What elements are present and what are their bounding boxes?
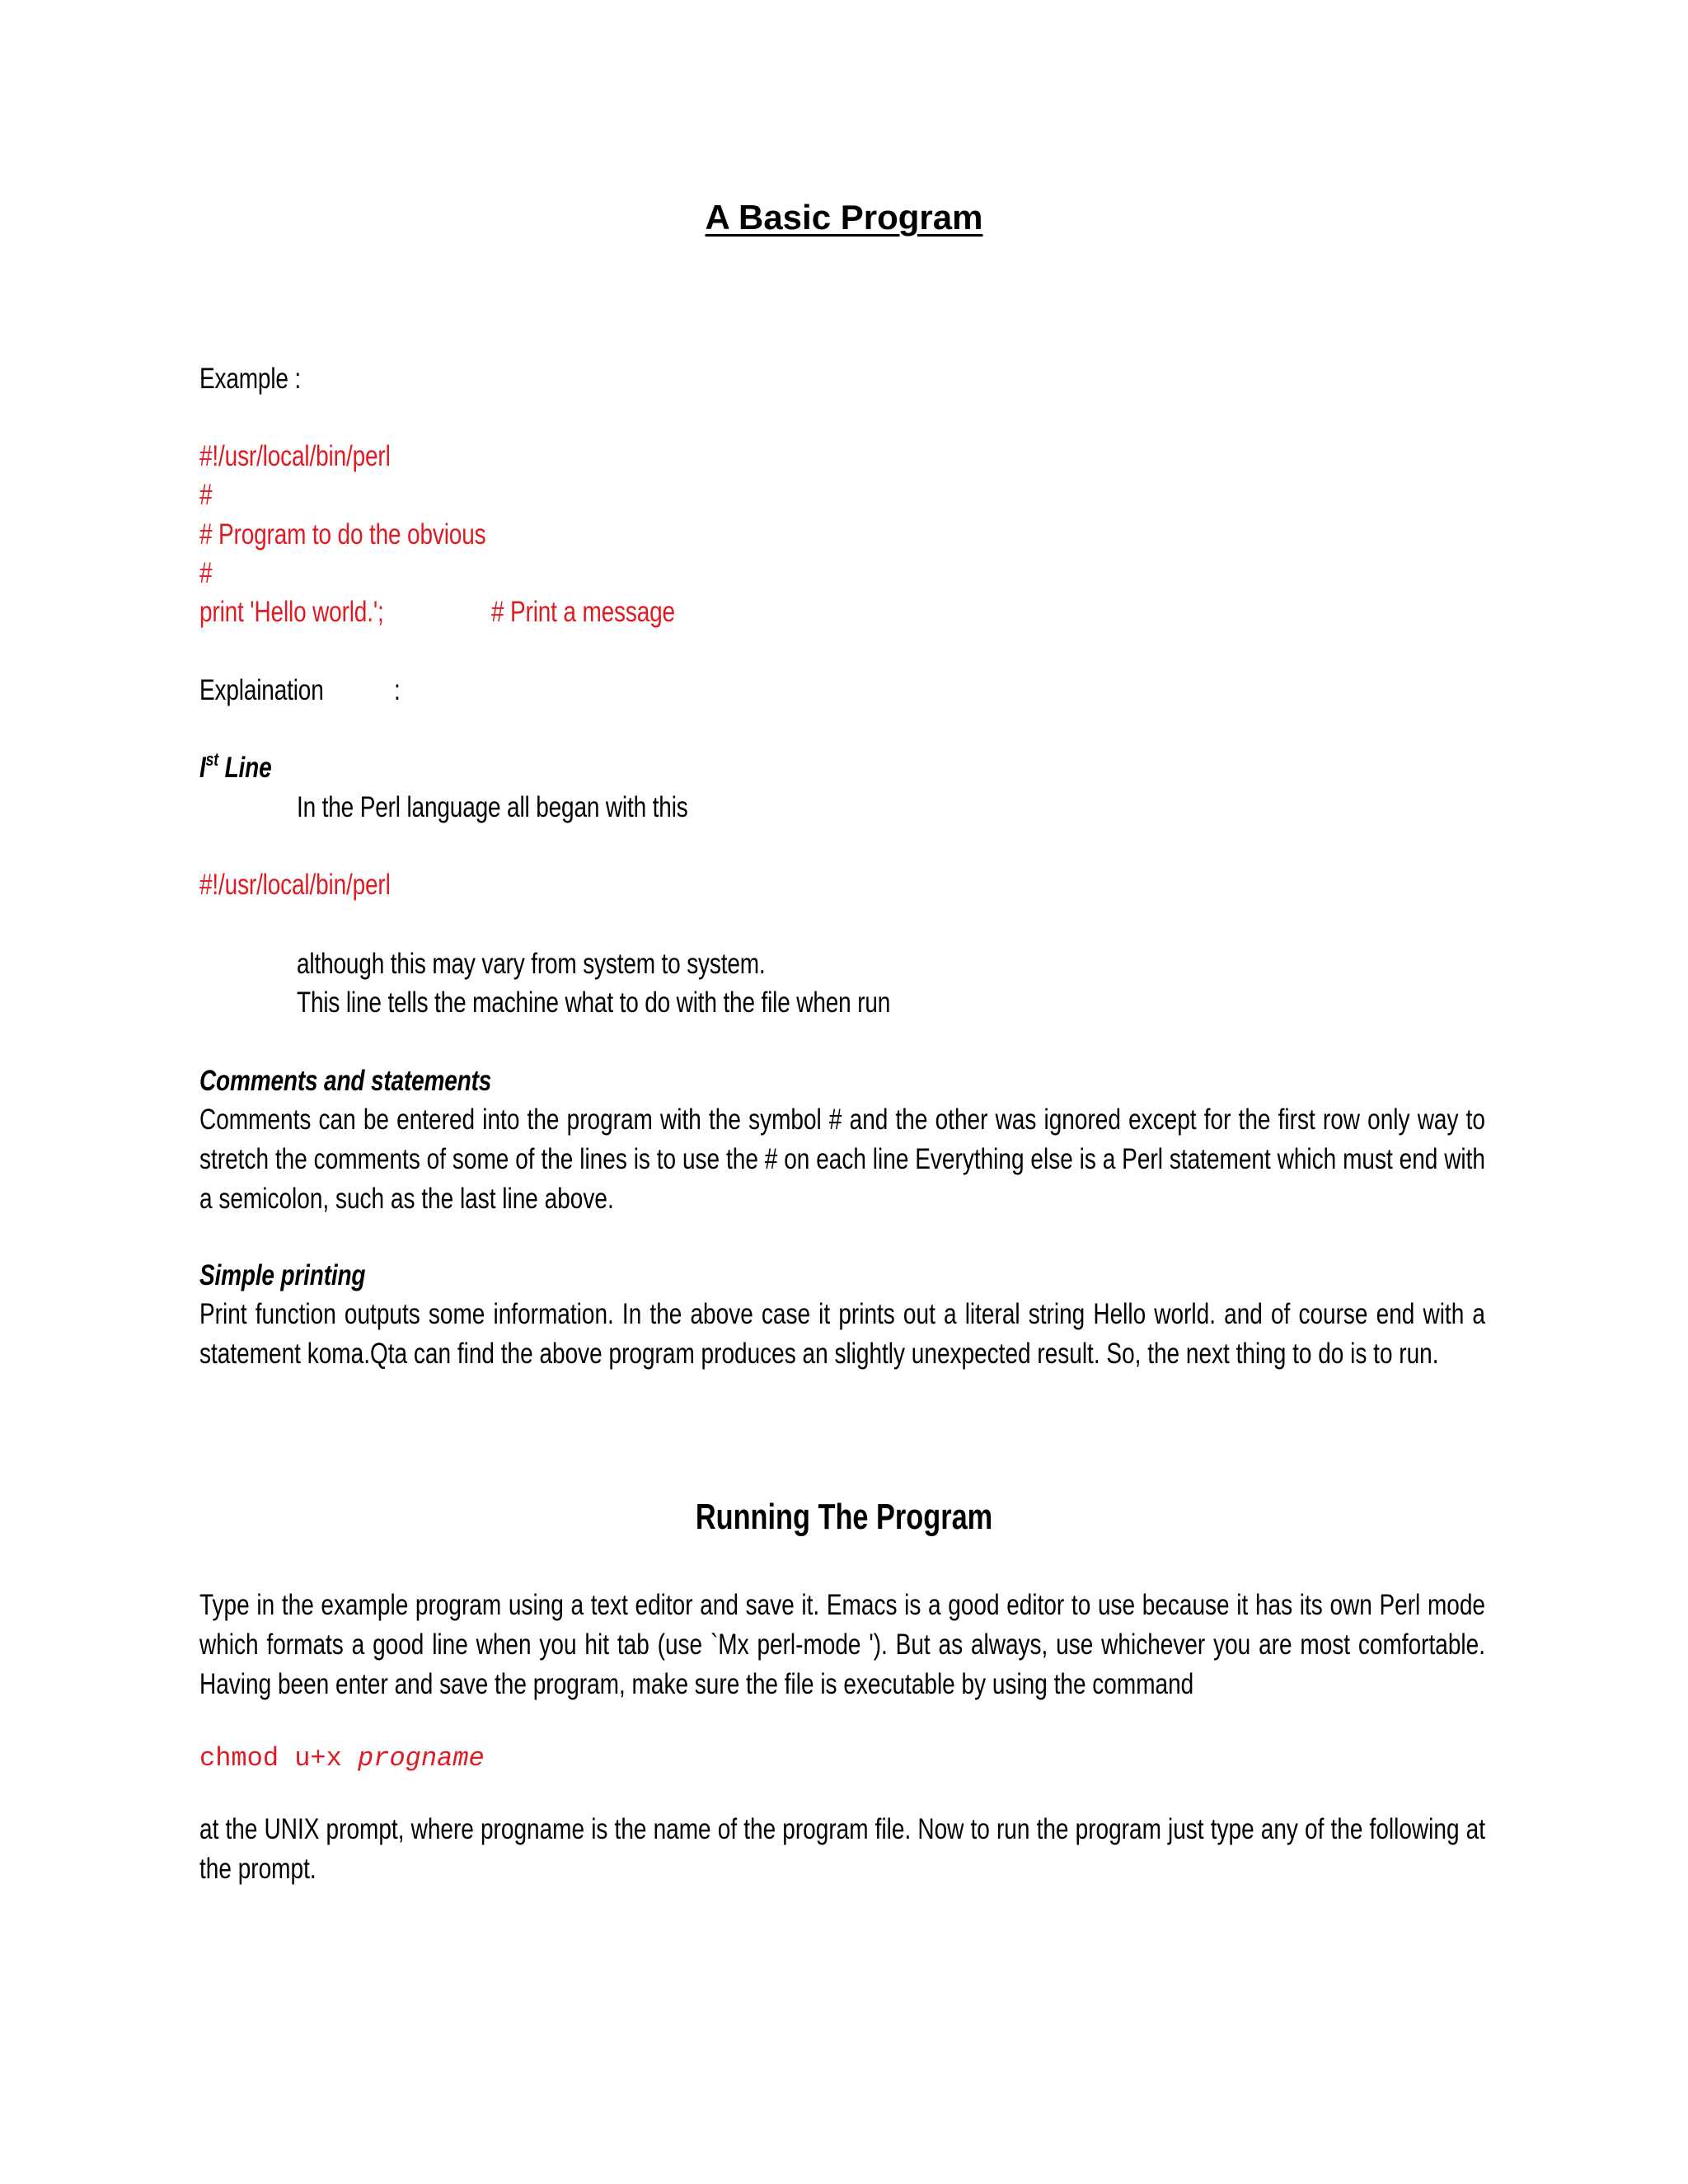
comments-heading: Comments and statements [199,1065,492,1097]
running-body: Type in the example program using a text editor and save it. Emacs is a good editor to use because it has its own Perl mode which formats a good line when you hit tab (use `Mx perl-mode '). But as always, use whichever you are most comfortable. Having been enter and save the program, make sure the file is executable by using the command [199,1589,1485,1700]
first-line-intro: In the Perl language all began with this [297,791,688,823]
page-title: A Basic Program [705,198,983,237]
code-line-3: # Program to do the obvious [199,518,486,551]
printing-body: Print function outputs some information. In the above case it prints out a literal string Hello world. and of course end with a statement koma.Qta can find the above program produces an slightly unexpected result. So, the next thing to do is to run. [199,1298,1485,1370]
first-line-desc-2: This line tells the machine what to do with the file when run [297,987,891,1019]
code-line-5-comment: # Print a message [491,596,675,628]
printing-heading: Simple printing [199,1259,366,1291]
first-line-desc-1: although this may vary from system to system. [297,948,766,980]
first-line-heading: Ist Line [199,749,272,784]
first-line-code: #!/usr/local/bin/perl [199,869,391,901]
example-label: Example : [199,363,302,395]
code-line-2: # [199,479,213,511]
code-line-4: # [199,557,213,589]
explanation-label: Explaination [199,674,324,706]
comments-body: Comments can be entered into the program with the symbol # and the other was ignored except for the first row only way to stretch the comments of some of the lines is to use the # on each line Everything else is a Perl statement which must end with a semicolon, such as the last line above. [199,1104,1485,1215]
code-line-5: print 'Hello world.'; [199,596,384,628]
explanation-colon: : [394,674,401,706]
chmod-command: chmod u+x progname [199,1743,485,1774]
running-after: at the UNIX prompt, where progname is the name of the program file. Now to run the program just type any of the following at the prompt. [199,1813,1485,1885]
running-title: Running The Program [695,1497,993,1537]
code-line-1: #!/usr/local/bin/perl [199,440,391,472]
